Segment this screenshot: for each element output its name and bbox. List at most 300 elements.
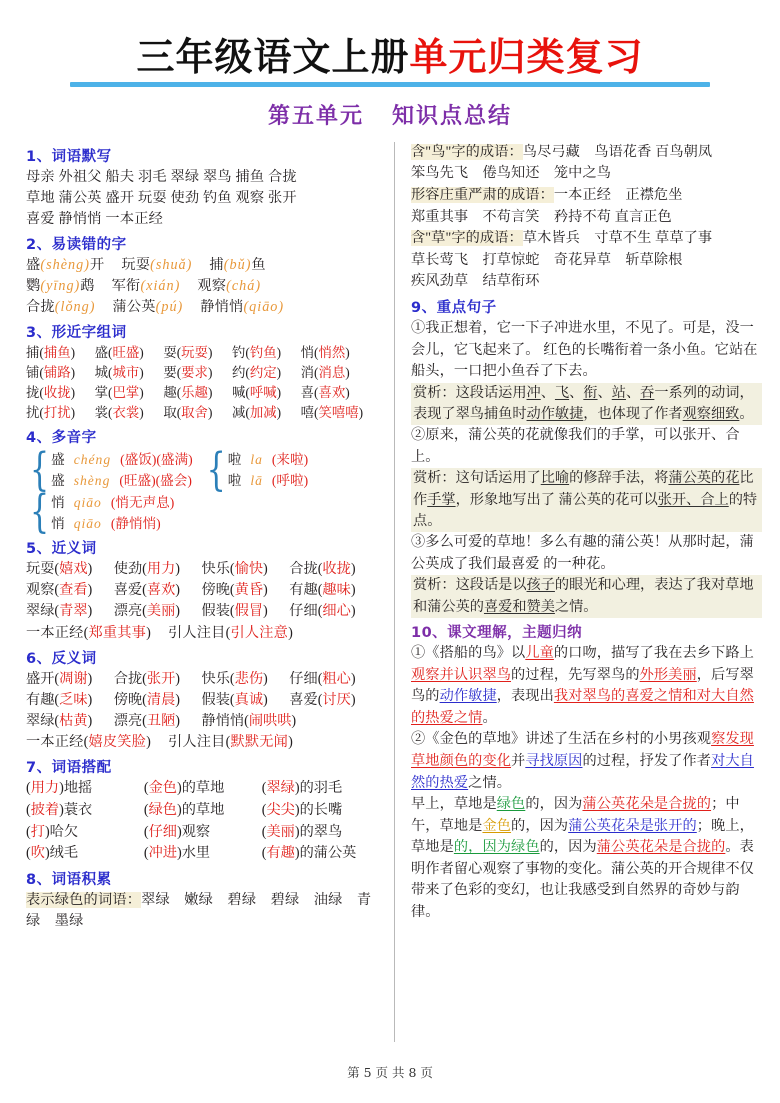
pair-cell (202, 690, 284, 711)
paren: ( (39, 365, 44, 381)
polyphone-entry (51, 513, 174, 534)
paren: ) (146, 624, 151, 641)
idiom-items: 草木皆兵 寸草不生 草草了事 (522, 230, 713, 247)
right-column (394, 142, 762, 1042)
paren: ( (176, 405, 182, 421)
analysis-text: 这句话运用了 (455, 470, 541, 487)
paren: ) (59, 780, 64, 797)
pair-char: 观察 (26, 581, 55, 598)
paren: ) (175, 581, 181, 598)
section-8-words: 翠绿 嫩绿 碧绿 碧绿 油绿 青绿 墨绿 (26, 891, 372, 929)
polyphone-words: (呼啦) (271, 473, 309, 489)
pair-word: 收拢 (322, 560, 351, 577)
paren: ) (59, 802, 64, 819)
pair-cell (289, 669, 371, 690)
paragraph-underline: 对大自然的热爱 (411, 752, 754, 791)
paren: ) (139, 385, 144, 401)
polyphone-pinyin: lā (250, 473, 263, 489)
paren: ) (345, 385, 350, 401)
paren: ( (261, 823, 267, 840)
paren: ) (288, 734, 293, 751)
pair-word: 趣味 (322, 581, 351, 598)
key-sentence-3 (411, 532, 762, 575)
pinyin-row (26, 255, 380, 276)
collocation-modifier: 尖尖 (266, 802, 295, 819)
paren: ( (317, 603, 323, 620)
paren: ( (229, 560, 235, 577)
paren: ) (207, 405, 213, 421)
paragraph-underline: 寻找原因 (525, 752, 583, 769)
paren: ) (44, 823, 50, 840)
pinyin-word: 观察 (197, 277, 227, 294)
pinyin-word: 捕 (209, 256, 224, 273)
section-8-body (26, 890, 380, 932)
pair-char: 漂亮 (113, 603, 143, 620)
pair-char: 快乐 (201, 670, 230, 687)
verb-separator: 、 (625, 384, 641, 401)
paren: ( (142, 560, 147, 577)
pair-char: 假装 (201, 691, 230, 708)
pair-row (26, 711, 380, 732)
section-6-heading: 6、反义词 (26, 650, 97, 667)
paren: ) (175, 560, 181, 577)
analysis-verbs (527, 385, 655, 401)
analysis-underline: 观察细致 (682, 405, 740, 422)
paren: ( (261, 802, 267, 819)
collocation-cell (144, 800, 262, 822)
collocation-cell (26, 822, 144, 844)
paren: ( (225, 734, 231, 751)
pair-row (26, 383, 380, 403)
sentence-number: ① (411, 319, 426, 336)
paren: ) (175, 670, 181, 687)
pair-cell (301, 343, 368, 363)
paragraph-text: 的，因为 (511, 817, 569, 834)
collocation-modifier: 绿色 (148, 802, 177, 819)
analysis-underline: 手掌 (427, 491, 456, 508)
pinyin-reading: (xián) (140, 277, 181, 294)
collocation-cell (26, 778, 144, 800)
key-sentence-2 (411, 425, 762, 468)
pair-cell (163, 363, 230, 383)
pair-char: 仔细 (289, 670, 318, 687)
pair-char: 漂亮 (113, 713, 143, 730)
main-title-black: 三年级语文上册 (136, 35, 410, 79)
polyphone-words: (盛饭)(盛满) (120, 452, 193, 468)
collocation-head: 地摇 (63, 780, 93, 797)
pair-word: 笑嘻嘻 (318, 405, 359, 421)
pair-cell (26, 711, 108, 732)
section-6-last-row (26, 732, 380, 753)
pair-char: 静悄悄 (201, 713, 245, 730)
paren: ) (177, 823, 182, 840)
paren: ) (345, 344, 350, 360)
analysis-text: 这段话是以 (455, 577, 527, 594)
paren: ) (139, 365, 144, 381)
pair-cell (95, 403, 162, 423)
pair-word: 收拢 (43, 385, 71, 401)
pair-char: 一本正经 (26, 624, 84, 641)
paragraph-underline-gold: 金色 (482, 817, 512, 834)
pair-char: 翠绿 (26, 713, 55, 730)
paren: ) (207, 344, 213, 360)
paragraph-underline: 蒲公英花朵是合拢的 (582, 796, 712, 813)
brace-icon: { (206, 443, 226, 497)
pair-word: 巴掌 (112, 385, 140, 401)
paren: ( (229, 670, 235, 687)
collocation-modifier: 金色 (148, 780, 177, 797)
polyphone-char: 悄 (51, 494, 65, 510)
pair-word: 消息 (318, 365, 346, 381)
pair-cell (232, 403, 299, 423)
pair-char: 傍晚 (201, 581, 230, 598)
comprehension-paragraph-2 (411, 729, 762, 794)
page-footer: 第 5 页 共 8 页 (347, 1065, 433, 1080)
comprehension-paragraph-1 (411, 643, 762, 729)
pair-cell (202, 580, 284, 601)
paragraph-text: ，后写翠鸟的 (411, 666, 754, 705)
collocation-head: 的草地 (181, 780, 225, 797)
verb-separator: 、 (540, 384, 555, 401)
idiom-items: 一本正经 正襟危坐 (553, 187, 683, 204)
pair-char: 喜 (300, 385, 315, 401)
paren: ) (207, 365, 213, 381)
paragraph-text: 的过程，抒发了作者 (582, 752, 712, 769)
pair-word: 嬉戏 (59, 560, 88, 577)
pair-word: 美丽 (146, 603, 176, 620)
collocation-modifier: 吹 (30, 845, 45, 862)
paren: ( (245, 365, 250, 381)
pair-word: 喜欢 (318, 385, 346, 401)
subtitle-unit: 第五单元 (267, 102, 364, 129)
paren: ( (142, 581, 147, 598)
pair-char: 要 (163, 365, 177, 381)
analysis-text: 的修辞手法，将 (569, 470, 669, 487)
paren: ) (294, 780, 300, 797)
verb-separator: 、 (597, 384, 612, 401)
paren: ) (175, 603, 181, 620)
paren: ( (314, 405, 319, 421)
pinyin-reading: (lǒng) (54, 298, 96, 315)
polyphone-pinyin: la (250, 452, 263, 468)
analysis-text: 的眼光和心理，表达了我对草地和蒲公英的 (413, 577, 754, 615)
paren: ) (87, 670, 93, 687)
idiom-row (411, 185, 762, 207)
pair-word: 城市 (112, 365, 140, 381)
analysis-text: ，形象地写出了 蒲公英的花可以 (455, 491, 658, 508)
pair-char: 一本正经 (26, 734, 84, 751)
collocation-modifier: 用力 (30, 780, 60, 797)
paren: ) (87, 581, 93, 598)
paren: ( (176, 365, 182, 381)
collocation-head: 的翠鸟 (299, 823, 343, 840)
paragraph-underline: 我对翠鸟的喜爱之情和对大自然的热爱之情 (411, 688, 754, 726)
polyphone-words: (悄无声息) (110, 494, 175, 510)
collocation-cell (262, 843, 380, 865)
paragraph-text: 的口吻，描写了我在去乡下路上 (553, 645, 754, 662)
pair-cell (289, 690, 371, 711)
polyphone-words: (来啦) (271, 452, 309, 468)
collocation-modifier: 冲进 (148, 845, 177, 862)
pair-word: 丑陋 (146, 713, 176, 730)
paren: ( (245, 344, 250, 360)
paragraph-text: ；中午，草地是 (411, 796, 740, 834)
comprehension-paragraph-3 (411, 794, 762, 923)
pair-word: 钓鱼 (249, 344, 277, 360)
section-1-line: 草地 蒲公英 盛开 玩耍 使劲 钓鱼 观察 张开 (26, 189, 297, 206)
pair-char: 喜爱 (113, 581, 143, 598)
pair-word: 铺路 (43, 365, 71, 381)
idiom-row: 疾风劲草 结草衔环 (411, 273, 540, 290)
pair-char: 盛开 (26, 670, 55, 687)
paren: ( (83, 734, 89, 751)
pinyin-word: 静悄悄 (200, 298, 244, 315)
paragraph-underline: 蒲公英花朵是合拢的 (596, 839, 726, 856)
paragraph-underline: 观察并认识翠鸟 (411, 666, 512, 683)
paren: ) (87, 603, 93, 620)
paren: ) (175, 691, 181, 708)
polyphone-block (30, 443, 380, 539)
paren: ) (263, 670, 268, 687)
pinyin-word: 玩耍 (121, 256, 151, 273)
pair-word: 郑重其事 (88, 624, 147, 641)
pair-cell (26, 403, 93, 423)
paren: ) (350, 603, 356, 620)
section-5-rows (26, 559, 380, 623)
paren: ) (358, 405, 364, 421)
pair-char: 引人注目 (168, 734, 226, 751)
section-7-collocations (26, 778, 380, 864)
collocation-cell (26, 843, 144, 865)
paren: ( (225, 624, 231, 641)
pair-char: 捕 (26, 344, 40, 360)
polyphone-words: (静悄悄) (110, 515, 161, 531)
pair-word: 清晨 (146, 691, 176, 708)
paren: ( (244, 713, 249, 730)
pair-char: 盛 (94, 344, 109, 360)
polyphone-entry (51, 470, 193, 491)
pair-word: 闹哄哄 (248, 713, 292, 730)
paren: ) (276, 385, 282, 401)
section-10-heading: 10、课文理解，主题归纳 (411, 625, 583, 642)
paren: ) (345, 365, 350, 381)
paren: ) (276, 344, 282, 360)
analysis-verb: 衔 (583, 384, 598, 401)
pinyin-word: 盛 (26, 256, 41, 273)
paren: ( (317, 670, 323, 687)
pair-cell (114, 559, 196, 580)
polyphone-pinyin: qiāo (73, 515, 102, 531)
section-5-heading: 5、近义词 (26, 540, 97, 557)
paren: ) (87, 560, 93, 577)
paren: ( (142, 713, 147, 730)
pair-cell (95, 363, 162, 383)
paren: ( (39, 344, 44, 360)
paren: ) (350, 581, 356, 598)
section-8-heading: 8、词语积累 (26, 871, 112, 888)
paragraph-text: 的，因为 (525, 796, 583, 813)
pair-word: 悄然 (318, 344, 346, 360)
pair-char: 仔细 (289, 603, 318, 620)
paren: ( (261, 845, 267, 862)
pinyin-row (26, 276, 380, 297)
paren: ) (294, 802, 300, 819)
analysis-text: 这段话运用 (455, 384, 527, 401)
collocation-head: 的草地 (181, 802, 225, 819)
pinyin-reading: (qiāo) (243, 298, 285, 315)
idiom-label: 形容庄重严肃的成语： (411, 187, 554, 204)
paragraph-underline: 蒲公英花朵是张开的 (568, 817, 697, 834)
pinyin-word: 蒲公英 (112, 298, 156, 315)
collocation-modifier: 翠绿 (266, 780, 295, 797)
paren: ) (70, 365, 76, 381)
paren: ( (108, 365, 113, 381)
paren: ) (276, 405, 282, 421)
paren: ) (350, 691, 356, 708)
collocation-head: 哈欠 (49, 823, 79, 840)
analysis-text: 。 (739, 405, 754, 422)
pair-cell (26, 383, 93, 403)
section-2-rows (26, 255, 380, 318)
polyphone-pinyin: shèng (73, 473, 111, 489)
collocation-modifier: 仔细 (148, 823, 177, 840)
paren: ) (350, 560, 356, 577)
paragraph-text: 并 (511, 752, 526, 769)
paren: ( (83, 624, 89, 641)
pair-word: 黄昏 (234, 581, 264, 598)
pair-cell (26, 580, 108, 601)
paragraph-underline-green: 绿色 (496, 796, 526, 813)
pinyin-reading: (yīng) (40, 277, 81, 294)
pair-char: 约 (231, 365, 246, 381)
polyphone-group-1 (30, 443, 193, 497)
pair-char: 消 (300, 365, 315, 381)
paren: ( (39, 405, 44, 421)
paren: ( (317, 691, 323, 708)
paragraph-text: 。 (482, 709, 497, 726)
paren: ) (177, 845, 182, 862)
pair-cell (95, 383, 162, 403)
paragraph-text: 早上，草地是 (411, 796, 497, 813)
paren: ) (70, 344, 76, 360)
pair-word: 凋谢 (59, 670, 88, 687)
pair-word: 打扰 (43, 405, 71, 421)
paren: ) (294, 823, 300, 840)
paren: ) (263, 560, 268, 577)
pair-word: 悲伤 (234, 670, 264, 687)
collocation-head: 绒毛 (49, 845, 79, 862)
pair-char: 假装 (201, 603, 230, 620)
collocation-modifier: 披着 (30, 802, 60, 819)
idiom-row: 草长莺飞 打草惊蛇 奇花异草 斩草除根 (411, 251, 683, 268)
left-column (26, 142, 394, 1042)
analysis-label: 赏析： (413, 384, 456, 401)
verb-separator: 、 (569, 384, 584, 401)
paren: ( (143, 780, 149, 797)
pair-cell (26, 601, 108, 622)
pair-char: 减 (231, 405, 246, 421)
analysis-underline: 动作敏捷 (526, 405, 584, 422)
section-1-line: 母亲 外祖父 船夫 羽毛 翠绿 翠鸟 捕鱼 合拢 (26, 168, 297, 185)
paren: ) (177, 780, 182, 797)
pair-cell (301, 403, 368, 423)
pinyin-word: 军衔 (111, 277, 141, 294)
paren: ( (39, 385, 44, 401)
paren: ) (44, 845, 50, 862)
sentence-number: ② (411, 427, 426, 444)
polyphone-char: 悄 (51, 515, 65, 531)
paragraph-text: 之情。 (468, 774, 512, 791)
subtitle (0, 99, 780, 130)
paren: ( (54, 560, 60, 577)
collocation-head: 蓑衣 (63, 802, 93, 819)
paragraph-text: 。表明作者留心观察了事物的变化。蒲公英的开合规律不仅带来了色彩的变幻，也让我感受到自然界的奇妙与韵律。 (411, 839, 754, 920)
pair-cell (26, 343, 93, 363)
pair-char: 有趣 (289, 581, 318, 598)
pair-word: 引人注意 (230, 624, 289, 641)
polyphone-row (30, 443, 380, 497)
polyphone-pinyin: chéng (73, 452, 112, 468)
paren: ( (314, 344, 319, 360)
polyphone-group-3 (30, 485, 175, 539)
pair-cell (26, 690, 108, 711)
pair-cell (163, 383, 230, 403)
pair-char: 钓 (231, 344, 246, 360)
paragraph-text: ，表现出 (496, 688, 554, 705)
pair-word: 粗心 (322, 670, 351, 687)
analysis-2 (411, 468, 762, 532)
analysis-label: 赏析： (413, 470, 456, 487)
section-7-heading: 7、词语搭配 (26, 760, 112, 777)
paren: ( (108, 344, 113, 360)
pair-word: 旺盛 (112, 344, 140, 360)
pair-cell (232, 383, 299, 403)
analysis-underline: 张开、合上 (657, 491, 729, 508)
pair-word: 查看 (59, 581, 88, 598)
analysis-text: 比作 (413, 470, 754, 508)
paragraph-underline: 察发现草地颜色的变化 (411, 731, 754, 769)
paren: ( (261, 780, 267, 797)
pair-row (26, 690, 380, 711)
analysis-verb: 冲 (526, 384, 541, 401)
pinyin-word: 合拢 (26, 298, 55, 315)
analysis-verb: 吞 (640, 384, 655, 401)
polyphone-char: 啦 (227, 452, 242, 468)
collocation-head: 观察 (181, 823, 211, 840)
paren: ( (229, 691, 235, 708)
key-sentence-1 (411, 318, 762, 383)
idiom-row: 笨鸟先飞 倦鸟知还 笼中之鸟 (411, 165, 612, 182)
collocation-modifier: 打 (30, 823, 45, 840)
paren: ( (314, 365, 319, 381)
paragraph-number: ① (411, 645, 426, 662)
paren: ( (229, 603, 235, 620)
pair-cell (26, 363, 93, 383)
pair-cell (95, 343, 162, 363)
title-underline-rule (70, 82, 710, 87)
pair-word: 张开 (146, 670, 176, 687)
collocation-cell (144, 778, 262, 800)
paren: ( (54, 581, 60, 598)
paren: ) (263, 603, 268, 620)
pair-cell (114, 580, 196, 601)
main-title-red: 单元归类复习 (409, 35, 644, 79)
sentence-number: ③ (411, 534, 426, 551)
pair-word: 呼喊 (249, 385, 277, 401)
polyphone-char: 啦 (227, 473, 242, 489)
analysis-text: ，也体现了作者 (583, 405, 683, 422)
paren: ) (350, 670, 356, 687)
